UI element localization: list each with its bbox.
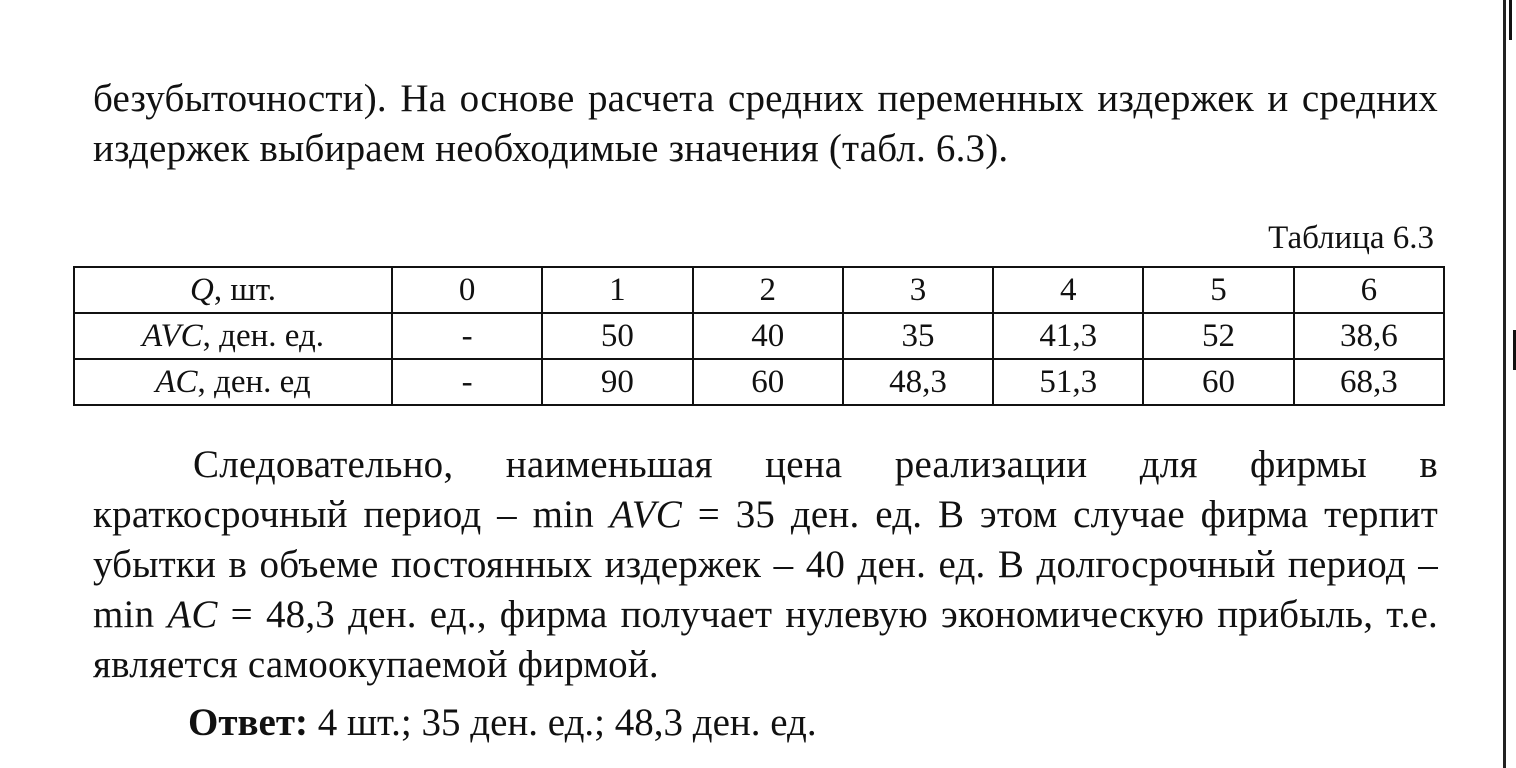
var-q: Q: [190, 272, 214, 308]
table-cell: 90: [542, 359, 692, 405]
table-caption: Таблица 6.3: [1268, 220, 1434, 256]
table-row-avc: [74, 313, 1444, 359]
conclusion-text-1: Следовательно, наименьшая цена реализации для фирмы в краткосрочный период – min: [93, 443, 1438, 536]
table-cell: 48,3: [843, 359, 993, 405]
scan-page-edge: [1503, 0, 1506, 768]
table-row-ac: [74, 359, 1444, 405]
unit-q: , шт.: [213, 272, 276, 308]
unit-ac: , ден. ед: [197, 364, 311, 400]
table-cell: 52: [1143, 313, 1293, 359]
table-cell: 2: [693, 267, 843, 313]
table-cell: 60: [693, 359, 843, 405]
table-cell: 35: [843, 313, 993, 359]
table-cell: -: [392, 359, 542, 405]
conclusion-text-3: = 48,3 ден. ед., фирма получает нулевую экономическую прибыль, т.е. является самоокупаемой фирмой.: [93, 593, 1438, 686]
answer-text: 4 шт.; 35 ден. ед.; 48,3 ден. ед.: [308, 701, 817, 744]
table-cell: 6: [1294, 267, 1444, 313]
answer-line: [188, 698, 817, 748]
var-ac: AC: [155, 364, 198, 400]
table-cell: 41,3: [993, 313, 1143, 359]
table-cell: 60: [1143, 359, 1293, 405]
unit-avc: , ден. ед.: [202, 318, 325, 354]
row-header-q: [74, 267, 392, 313]
table-row-q: [74, 267, 1444, 313]
cost-table: [73, 266, 1445, 406]
paragraph-intro: безубыточности). На основе расчета средних переменных издержек и средних издержек выбираем необходимые значения (табл. 6.3).: [93, 77, 1438, 170]
table-cell: 38,6: [1294, 313, 1444, 359]
table-cell: 50: [542, 313, 692, 359]
answer-label: Ответ:: [188, 701, 309, 744]
table-cell: 5: [1143, 267, 1293, 313]
table-cell: 1: [542, 267, 692, 313]
table-cell: 68,3: [1294, 359, 1444, 405]
table-cell: -: [392, 313, 542, 359]
paragraph-conclusion: [93, 440, 1438, 690]
var-avc-inline: AVC: [609, 493, 682, 536]
row-header-avc: [74, 313, 392, 359]
conclusion-text-2: = 35 ден. ед. В этом случае фирма терпит убытки в объеме постоянных издержек – 40 ден. ед. В долгосрочный период – min: [93, 493, 1439, 636]
table-cell: 0: [392, 267, 542, 313]
table-cell: 40: [693, 313, 843, 359]
scan-mark-top: [1509, 0, 1512, 40]
table-cell: 3: [843, 267, 993, 313]
var-ac-inline: AC: [167, 593, 218, 636]
table-cell: 51,3: [993, 359, 1143, 405]
row-header-ac: [74, 359, 392, 405]
var-avc: AVC: [141, 318, 203, 354]
table-cell: 4: [993, 267, 1143, 313]
